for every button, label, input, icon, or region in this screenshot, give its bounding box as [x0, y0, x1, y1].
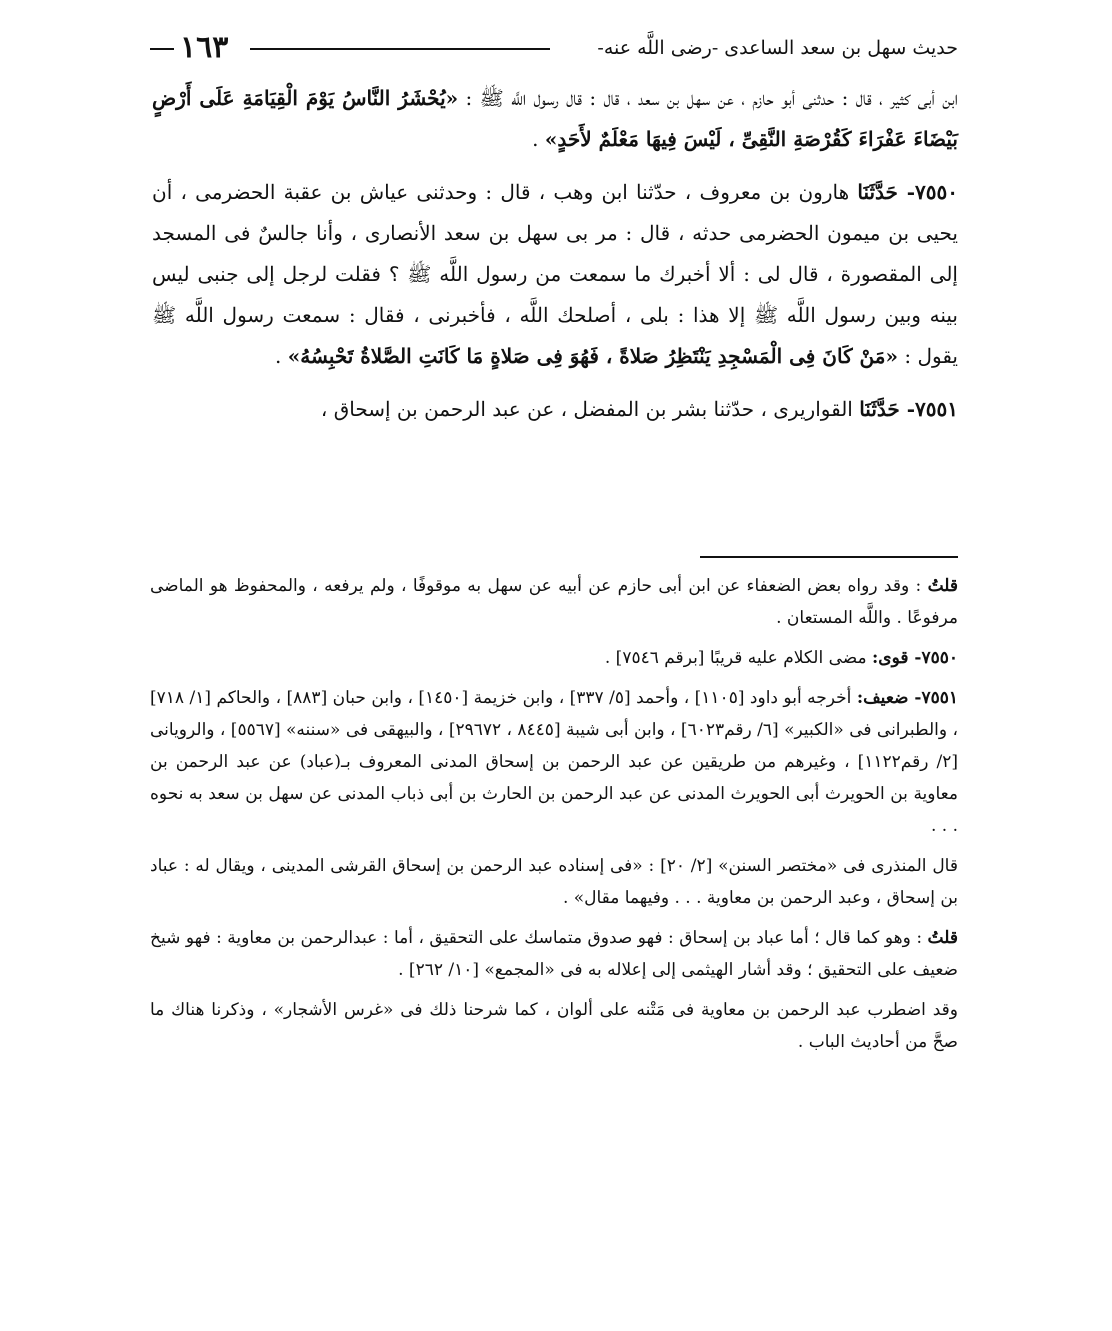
- header-rule-middle: [250, 48, 550, 50]
- hadith-number: ٧٥٥٠- حَدَّثَنَا: [857, 180, 958, 204]
- footnote-mundhiri: [150, 850, 958, 914]
- footnote-label: قلتُ: [927, 576, 959, 596]
- running-title: حديث سهل بن سعد الساعدى -رضى اللَّه عنه-: [597, 37, 958, 59]
- footnote-text: مضى الكلام عليه قريبًا [برقم ٧٥٤٦] .: [604, 648, 872, 668]
- paragraph-end: .: [532, 127, 545, 151]
- hadith-7551: [152, 389, 958, 430]
- main-text: [152, 78, 958, 442]
- footnote-text: قال المنذرى فى «مختصر السنن» [٢/ ٢٠] : «فى إسناده عبد الرحمن بن إسحاق القرشى المدينى ، ويقال له : عباد بن إسحاق ، وعبد الرحمن بن معاوية . . . وفيهما مقال» .: [150, 856, 958, 908]
- footnote-note: [150, 922, 958, 986]
- hadith-text: «مَنْ كَانَ فِى الْمَسْجِدِ يَنْتَظِرُ صَلاةً ، فَهُوَ فِى صَلاةٍ مَا كَانَتِ الصَّلاةُ تَحْبِسُهُ»: [287, 344, 898, 368]
- footnote-7551: [150, 682, 958, 842]
- page-header: [150, 30, 958, 66]
- narration-text: القواريرى ، حدّثنا بشر بن المفضل ، عن عبد الرحمن بن إسحاق ،: [320, 397, 860, 421]
- footnotes: [150, 570, 958, 1066]
- page-number: ١٦٣: [180, 30, 229, 65]
- hadith-text: «يُحْشَرُ النَّاسُ يَوْمَ الْقِيَامَةِ عَلَى أَرْضٍ بَيْضَاءَ عَفْرَاءَ كَقُرْصَةِ النَّقِىِّ ، لَيْسَ فِيهَا مَعْلَمٌ لأَحَدٍ»: [152, 86, 958, 151]
- footnote-label: ٧٥٥١- ضعيف:: [856, 688, 959, 708]
- header-rule-left: [150, 48, 174, 50]
- hadith-number: ٧٥٥١- حَدَّثَنَا: [859, 397, 958, 421]
- narration-text: ابن أبى كثير ، قال : حدثنى أبو حازم ، عن سهل بن سعد ، قال : قال رسول اللَّه ﷺ :: [458, 86, 958, 110]
- footnote-closing: [150, 994, 958, 1058]
- footnote-7550: [150, 642, 958, 674]
- footnote-text: : وهو كما قال ؛ أما عباد بن إسحاق : فهو صدوق متماسك على التحقيق ، أما : عبدالرحمن بن معاوية : فهو شيخ ضعيف على التحقيق ؛ وقد أشار الهيثمى إلى إعلاله به فى «المجمع» [١٠/ ٢٦٢] .: [150, 928, 958, 980]
- footnote-separator: [700, 556, 958, 558]
- footnote-label: ٧٥٥٠- قوى:: [872, 648, 958, 668]
- paragraph-continuation: [152, 78, 958, 160]
- footnote-note: [150, 570, 958, 634]
- footnote-text: وقد اضطرب عبد الرحمن بن معاوية فى مَتْنه على ألوان ، كما شرحنا ذلك فى «غرس الأشجار» ، وذكرنا هناك ما صحَّ من أحاديث الباب .: [150, 1000, 958, 1052]
- paragraph-end: .: [275, 344, 288, 368]
- footnote-text: : وقد رواه بعض الضعفاء عن ابن أبى حازم عن أبيه عن سهل به موقوفًا ، ولم يرفعه ، والمحفوظ هو الماضى مرفوعًا . واللَّه المستعان .: [150, 576, 958, 628]
- narration-text: هارون بن معروف ، حدّثنا ابن وهب ، قال : وحدثنى عياش بن عقبة الحضرمى ، أن يحيى بن ميمون الحضرمى حدثه ، قال : مر بى سهل بن سعد الأنصارى ، وأنا جالسٌ فى المسجد إلى المقصورة ، قال لى : ألا أخبرك ما سمعت من رسول اللَّه ﷺ ؟ فقلت لرجل إلى جنبى ليس بينه وبين رسول اللَّه ﷺ إلا هذا : بلى ، أصلحك اللَّه ، فأخبرنى ، فقال : سمعت رسول اللَّه ﷺ يقول :: [152, 180, 958, 368]
- hadith-7550: [152, 172, 958, 377]
- footnote-text: أخرجه أبو داود [١١٠٥] ، وأحمد [٥/ ٣٣٧] ، وابن خزيمة [١٤٥٠] ، وابن حبان [٨٨٣] ، والحاكم [١/ ٧١٨] ، والطبرانى فى «الكبير» [٦/ رقم٦٠٢٣] ، وابن أبى شيبة [٨٤٤٥ ، ٢٩٦٧٢] ، والبيهقى فى «سننه» [٥٥٦٧] ، والرويانى [٢/ رقم١١٢٢] ، وغيرهم من طريقين عن عبد الرحمن بن إسحاق المدنى المعروف بـ(عباد) عن عبد الرحمن بن معاوية بن الحويرث أبى الحويرث المدنى عن عبد الرحمن بن الحارث بن أبى ذباب المدنى عن سهل بن سعد به نحوه . . .: [150, 688, 958, 836]
- footnote-label: قلتُ: [927, 928, 958, 948]
